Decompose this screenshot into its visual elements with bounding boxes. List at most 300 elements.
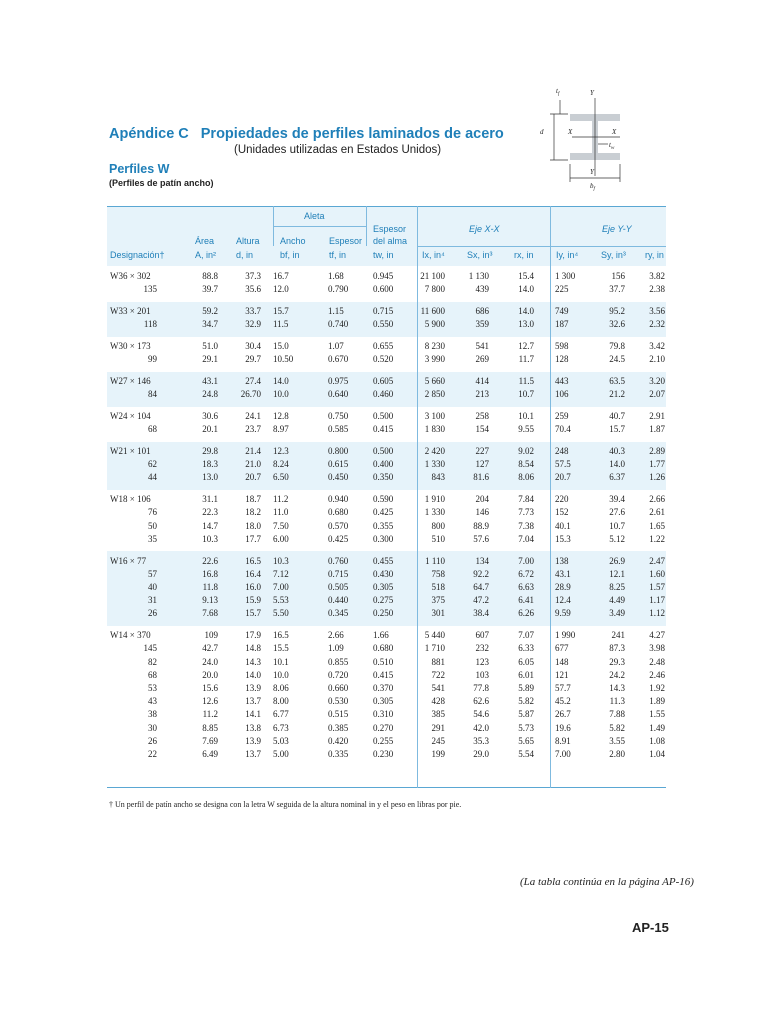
designation-cell: W18 × 106 bbox=[110, 494, 151, 505]
table-cell: 5.82 bbox=[518, 696, 534, 707]
table-cell: 3 100 bbox=[424, 411, 445, 421]
table-cell: 5.12 bbox=[609, 533, 625, 544]
table-cell: 5.82 bbox=[609, 722, 625, 733]
table-cell: 5.00 bbox=[273, 749, 289, 759]
table-cell: 6.00 bbox=[273, 533, 289, 544]
header-espesor-1: Espesor bbox=[329, 236, 363, 246]
table-cell: 12.6 bbox=[202, 696, 218, 707]
table-cell: 24.2 bbox=[609, 669, 625, 680]
w-shape-diagram bbox=[532, 84, 642, 194]
table-cell: 103 bbox=[475, 669, 489, 680]
table-cell: 8.25 bbox=[609, 582, 625, 592]
table-cell: 0.420 bbox=[328, 735, 349, 746]
table-cell: 5.65 bbox=[518, 735, 534, 746]
table-cell: 2 420 bbox=[424, 446, 445, 456]
table-cell: 758 bbox=[431, 568, 445, 579]
table-cell: 42.7 bbox=[202, 643, 218, 654]
table-cell: 12.1 bbox=[609, 568, 625, 579]
table-cell: 11.3 bbox=[609, 696, 625, 707]
table-cell: 15.4 bbox=[518, 271, 534, 281]
table-cell: 722 bbox=[431, 669, 445, 680]
table-cell: 134 bbox=[475, 555, 489, 566]
table-cell: 0.855 bbox=[328, 656, 349, 667]
table-cell: 13.7 bbox=[245, 749, 261, 759]
table-cell: 16.8 bbox=[202, 568, 218, 579]
table-cell: 0.415 bbox=[373, 424, 394, 435]
table-cell: 121 bbox=[555, 669, 569, 680]
table-cell: 227 bbox=[475, 446, 489, 456]
table-cell: 15.7 bbox=[245, 608, 261, 619]
table-cell: 2.46 bbox=[649, 669, 665, 680]
table-cell: 3.82 bbox=[649, 271, 665, 281]
designation-cell: W36 × 302 bbox=[110, 271, 151, 281]
table-cell: 677 bbox=[555, 643, 569, 654]
table-cell: 11.5 bbox=[273, 319, 289, 330]
table-cell: 7.04 bbox=[518, 533, 534, 544]
table-cell: 2.89 bbox=[649, 446, 665, 456]
table-cell: 1.57 bbox=[649, 582, 665, 592]
table-cell: 686 bbox=[475, 306, 489, 316]
table-cell: 20.7 bbox=[245, 472, 261, 483]
table-cell: 11 600 bbox=[420, 306, 445, 316]
table-cell: 0.615 bbox=[328, 459, 349, 470]
table-cell: 127 bbox=[475, 459, 489, 470]
table-cell: 258 bbox=[475, 411, 489, 421]
designation-cell: 118 bbox=[143, 319, 157, 330]
designation-cell: 22 bbox=[148, 749, 157, 759]
table-cell: 38.4 bbox=[473, 608, 489, 619]
table-cell: 1.68 bbox=[328, 271, 344, 281]
table-cell: 1.66 bbox=[373, 630, 389, 641]
table-cell: 4.49 bbox=[609, 595, 625, 606]
header-iy: Iy, in⁴ bbox=[556, 250, 579, 260]
table-cell: 414 bbox=[475, 376, 489, 386]
table-cell: 24.8 bbox=[202, 389, 218, 400]
table-cell: 0.305 bbox=[373, 582, 394, 592]
table-cell: 7.68 bbox=[202, 608, 218, 619]
table-cell: 21.4 bbox=[245, 446, 261, 456]
table-cell: 0.945 bbox=[373, 271, 394, 281]
table-cell: 27.6 bbox=[609, 507, 625, 518]
table-cell: 0.385 bbox=[328, 722, 349, 733]
table-cell: 0.350 bbox=[373, 472, 394, 483]
table-cell: 0.975 bbox=[328, 376, 349, 386]
table-cell: 14.8 bbox=[245, 643, 261, 654]
table-cell: 0.460 bbox=[373, 389, 394, 400]
table-cell: 43.1 bbox=[202, 376, 218, 386]
table-cell: 20.7 bbox=[555, 472, 571, 483]
table-cell: 199 bbox=[431, 749, 445, 759]
table-cell: 6.49 bbox=[202, 749, 218, 759]
table-cell: 26.9 bbox=[609, 555, 625, 566]
table-cell: 6.33 bbox=[518, 643, 534, 654]
table-cell: 0.715 bbox=[328, 568, 349, 579]
table-cell: 10.50 bbox=[273, 354, 294, 365]
designation-cell: 68 bbox=[148, 669, 157, 680]
table-cell: 0.605 bbox=[373, 376, 394, 386]
designation-cell: 44 bbox=[148, 472, 157, 483]
table-cell: 301 bbox=[431, 608, 445, 619]
table-cell: 1 130 bbox=[468, 271, 489, 281]
table-cell: 0.300 bbox=[373, 533, 394, 544]
table-cell: 1.49 bbox=[649, 722, 665, 733]
designation-cell: 26 bbox=[148, 735, 157, 746]
table-cell: 81.6 bbox=[473, 472, 489, 483]
table-cell: 95.2 bbox=[609, 306, 625, 316]
designation-cell: 145 bbox=[143, 643, 157, 654]
designation-cell: W16 × 77 bbox=[110, 555, 147, 566]
table-cell: 1.92 bbox=[649, 683, 665, 693]
appendix-label: Apéndice C bbox=[109, 126, 189, 142]
table-cell: 607 bbox=[475, 630, 489, 641]
diagram-y-top: Y bbox=[590, 89, 594, 97]
table-cell: 63.5 bbox=[609, 376, 625, 386]
table-cell: 24.1 bbox=[245, 411, 261, 421]
table-cell: 39.7 bbox=[202, 284, 218, 295]
table-cell: 29.0 bbox=[473, 749, 489, 759]
header-tw: tw, in bbox=[373, 250, 394, 260]
table-cell: 0.455 bbox=[373, 555, 394, 566]
table-cell: 213 bbox=[475, 389, 489, 400]
table-cell: 0.505 bbox=[328, 582, 349, 592]
table-cell: 57.7 bbox=[555, 683, 571, 693]
table-cell: 439 bbox=[475, 284, 489, 295]
table-cell: 13.8 bbox=[245, 722, 261, 733]
diagram-x-right: X bbox=[612, 128, 617, 136]
table-cell: 0.450 bbox=[328, 472, 349, 483]
designation-cell: 57 bbox=[148, 568, 157, 579]
table-cell: 1.22 bbox=[649, 533, 665, 544]
table-cell: 0.940 bbox=[328, 494, 349, 505]
designation-cell: 84 bbox=[148, 389, 157, 400]
table-cell: 6.37 bbox=[609, 472, 625, 483]
table-cell: 0.430 bbox=[373, 568, 394, 579]
table-cell: 64.7 bbox=[473, 582, 489, 592]
table-cell: 0.515 bbox=[328, 709, 349, 720]
header-aleta: Aleta bbox=[304, 211, 325, 221]
table-cell: 8 230 bbox=[424, 341, 445, 351]
table-cell: 1.07 bbox=[328, 341, 344, 351]
table-cell: 37.3 bbox=[245, 271, 261, 281]
table-cell: 0.750 bbox=[328, 411, 349, 421]
table-cell: 13.9 bbox=[245, 735, 261, 746]
table-cell: 1.15 bbox=[328, 306, 344, 316]
table-cell: 0.255 bbox=[373, 735, 394, 746]
table-cell: 0.335 bbox=[328, 749, 349, 759]
table-cell: 10.1 bbox=[273, 656, 289, 667]
table-cell: 0.715 bbox=[373, 306, 394, 316]
table-cell: 1.77 bbox=[649, 459, 665, 470]
designation-cell: 35 bbox=[148, 533, 157, 544]
designation-cell: W27 × 146 bbox=[110, 376, 151, 386]
table-cell: 7.38 bbox=[518, 520, 534, 531]
table-cell: 5.03 bbox=[273, 735, 289, 746]
designation-cell: 31 bbox=[148, 595, 157, 606]
table-cell: 5 900 bbox=[424, 319, 445, 330]
footnote: † Un perfil de patín ancho se designa con la letra W seguida de la altura nominal in y el peso en libras por pie. bbox=[109, 800, 462, 809]
table-cell: 7.50 bbox=[273, 520, 289, 531]
table-cell: 7.73 bbox=[518, 507, 534, 518]
table-cell: 29.1 bbox=[202, 354, 218, 365]
table-cell: 15.6 bbox=[202, 683, 218, 693]
table-cell: 28.9 bbox=[555, 582, 571, 592]
table-cell: 0.440 bbox=[328, 595, 349, 606]
table-cell: 87.3 bbox=[609, 643, 625, 654]
header-designacion: Designación† bbox=[110, 250, 165, 260]
table-cell: 3.49 bbox=[609, 608, 625, 619]
table-cell: 16.0 bbox=[245, 582, 261, 592]
table-cell: 3.56 bbox=[649, 306, 665, 316]
table-cell: 7 800 bbox=[424, 284, 445, 295]
header-ancho-1: Ancho bbox=[280, 236, 306, 246]
units-subtitle: (Unidades utilizadas en Estados Unidos) bbox=[234, 144, 442, 156]
designation-cell: W33 × 201 bbox=[110, 306, 151, 316]
table-cell: 7.12 bbox=[273, 568, 289, 579]
page-number: AP-15 bbox=[632, 920, 669, 935]
table-cell: 0.680 bbox=[373, 643, 394, 654]
table-cell: 0.510 bbox=[373, 656, 394, 667]
table-cell: 5.50 bbox=[273, 608, 289, 619]
continuation-note: (La tabla continúa en la página AP-16) bbox=[520, 876, 694, 888]
table-cell: 14.0 bbox=[518, 284, 534, 295]
table-cell: 6.77 bbox=[273, 709, 289, 720]
table-cell: 1 300 bbox=[555, 271, 576, 281]
table-cell: 5.53 bbox=[273, 595, 289, 606]
designation-cell: W30 × 173 bbox=[110, 341, 151, 351]
table-cell: 428 bbox=[431, 696, 445, 707]
table-cell: 0.655 bbox=[373, 341, 394, 351]
table-cell: 33.7 bbox=[245, 306, 261, 316]
table-cell: 8.06 bbox=[518, 472, 534, 483]
table-cell: 26.70 bbox=[240, 389, 261, 400]
table-cell: 79.8 bbox=[609, 341, 625, 351]
table-cell: 57.6 bbox=[473, 533, 489, 544]
header-espesor-alma-1: Espesor bbox=[373, 224, 407, 234]
table-cell: 7.00 bbox=[273, 582, 289, 592]
table-cell: 3.20 bbox=[649, 376, 665, 386]
table-cell: 8.54 bbox=[518, 459, 534, 470]
table-cell: 10.0 bbox=[273, 669, 289, 680]
table-cell: 10.7 bbox=[518, 389, 534, 400]
designation-cell: 68 bbox=[148, 424, 157, 435]
table-cell: 0.425 bbox=[328, 533, 349, 544]
table-cell: 2.61 bbox=[649, 507, 665, 518]
table-cell: 31.1 bbox=[202, 494, 218, 505]
properties-table bbox=[107, 206, 666, 788]
table-cell: 40.1 bbox=[555, 520, 571, 531]
table-cell: 14.1 bbox=[245, 709, 261, 720]
table-cell: 9.13 bbox=[202, 595, 218, 606]
table-cell: 10.7 bbox=[609, 520, 625, 531]
table-cell: 16.4 bbox=[245, 568, 261, 579]
table-cell: 6.63 bbox=[518, 582, 534, 592]
table-cell: 6.26 bbox=[518, 608, 534, 619]
designation-cell: W24 × 104 bbox=[110, 411, 151, 421]
section-subtitle: (Perfiles de patín ancho) bbox=[109, 178, 214, 188]
table-cell: 13.7 bbox=[245, 696, 261, 707]
table-cell: 0.550 bbox=[373, 319, 394, 330]
table-cell: 88.8 bbox=[202, 271, 218, 281]
table-cell: 2.48 bbox=[649, 656, 665, 667]
table-cell: 2.10 bbox=[649, 354, 665, 365]
table-cell: 26.7 bbox=[555, 709, 571, 720]
table-cell: 88.9 bbox=[473, 520, 489, 531]
table-cell: 0.500 bbox=[373, 411, 394, 421]
table-cell: 17.9 bbox=[245, 630, 261, 641]
header-eje-xx: Eje X-X bbox=[469, 224, 500, 234]
table-cell: 3 990 bbox=[424, 354, 445, 365]
table-cell: 15.5 bbox=[273, 643, 289, 654]
table-cell: 18.2 bbox=[245, 507, 261, 518]
table-cell: 14.0 bbox=[518, 306, 534, 316]
designation-cell: 30 bbox=[148, 722, 157, 733]
table-cell: 30.6 bbox=[202, 411, 218, 421]
diagram-tf-label: $t_f$ bbox=[556, 87, 560, 97]
table-cell: 2.91 bbox=[649, 411, 665, 421]
table-cell: 30.4 bbox=[245, 341, 261, 351]
table-cell: 843 bbox=[431, 472, 445, 483]
table-cell: 23.7 bbox=[245, 424, 261, 435]
table-cell: 0.570 bbox=[328, 520, 349, 531]
table-cell: 7.88 bbox=[609, 709, 625, 720]
table-cell: 15.7 bbox=[609, 424, 625, 435]
table-cell: 0.660 bbox=[328, 683, 349, 693]
table-cell: 40.3 bbox=[609, 446, 625, 456]
table-cell: 11.5 bbox=[518, 376, 534, 386]
table-cell: 0.345 bbox=[328, 608, 349, 619]
table-cell: 375 bbox=[431, 595, 445, 606]
table-cell: 10.3 bbox=[273, 555, 289, 566]
table-cell: 57.5 bbox=[555, 459, 571, 470]
table-cell: 541 bbox=[431, 683, 445, 693]
header-area-2: A, in² bbox=[195, 250, 217, 260]
table-cell: 0.270 bbox=[373, 722, 394, 733]
table-cell: 1 990 bbox=[555, 630, 576, 641]
table-cell: 39.4 bbox=[609, 494, 625, 505]
table-cell: 1.55 bbox=[649, 709, 665, 720]
table-cell: 0.530 bbox=[328, 696, 349, 707]
table-cell: 1 330 bbox=[424, 459, 445, 470]
table-cell: 1 330 bbox=[424, 507, 445, 518]
table-cell: 13.9 bbox=[245, 683, 261, 693]
table-cell: 156 bbox=[611, 271, 625, 281]
table-cell: 15.3 bbox=[555, 533, 571, 544]
table-cell: 291 bbox=[431, 722, 445, 733]
diagram-d-label: d bbox=[540, 128, 544, 136]
table-cell: 0.425 bbox=[373, 507, 394, 518]
table-cell: 881 bbox=[431, 656, 445, 667]
table-cell: 14.0 bbox=[273, 376, 289, 386]
table-cell: 5 660 bbox=[424, 376, 445, 386]
table-cell: 70.4 bbox=[555, 424, 571, 435]
table-cell: 35.3 bbox=[473, 735, 489, 746]
table-cell: 18.7 bbox=[245, 494, 261, 505]
table-cell: 146 bbox=[475, 507, 489, 518]
table-cell: 16.5 bbox=[245, 555, 261, 566]
table-cell: 1.60 bbox=[649, 568, 665, 579]
header-ancho-2: bf, in bbox=[280, 250, 300, 260]
table-cell: 14.0 bbox=[609, 459, 625, 470]
header-ix: Ix, in⁴ bbox=[422, 250, 445, 260]
table-cell: 5.87 bbox=[518, 709, 534, 720]
table-cell: 6.01 bbox=[518, 669, 534, 680]
table-cell: 0.520 bbox=[373, 354, 394, 365]
table-cell: 359 bbox=[475, 319, 489, 330]
table-cell: 800 bbox=[431, 520, 445, 531]
table-cell: 12.7 bbox=[518, 341, 534, 351]
header-altura-2: d, in bbox=[236, 250, 254, 260]
header-espesor-alma-2: del alma bbox=[373, 236, 408, 246]
table-cell: 37.7 bbox=[609, 284, 625, 295]
table-cell: 0.415 bbox=[373, 669, 394, 680]
table-cell: 232 bbox=[475, 643, 489, 654]
table-cell: 2.66 bbox=[328, 630, 344, 641]
table-cell: 0.590 bbox=[373, 494, 394, 505]
table-cell: 92.2 bbox=[473, 568, 489, 579]
table-cell: 62.6 bbox=[473, 696, 489, 707]
table-cell: 1.08 bbox=[649, 735, 665, 746]
table-cell: 8.97 bbox=[273, 424, 289, 435]
table-cell: 9.59 bbox=[555, 608, 571, 619]
table-cell: 0.720 bbox=[328, 669, 349, 680]
table-cell: 2.32 bbox=[649, 319, 665, 330]
table-cell: 1 830 bbox=[424, 424, 445, 435]
table-cell: 0.585 bbox=[328, 424, 349, 435]
table-cell: 43.1 bbox=[555, 568, 571, 579]
designation-cell: 76 bbox=[148, 507, 157, 518]
table-cell: 24.5 bbox=[609, 354, 625, 365]
table-cell: 1.04 bbox=[649, 749, 665, 759]
table-cell: 21.2 bbox=[609, 389, 625, 400]
table-cell: 2.80 bbox=[609, 749, 625, 759]
table-cell: 27.4 bbox=[245, 376, 261, 386]
table-cell: 2.38 bbox=[649, 284, 665, 295]
designation-cell: W21 × 101 bbox=[110, 446, 151, 456]
header-ry: ry, in bbox=[645, 250, 664, 260]
table-cell: 6.50 bbox=[273, 472, 289, 483]
table-cell: 21 100 bbox=[420, 271, 445, 281]
table-cell: 269 bbox=[475, 354, 489, 365]
table-cell: 13.0 bbox=[202, 472, 218, 483]
table-cell: 14.3 bbox=[609, 683, 625, 693]
table-cell: 6.73 bbox=[273, 722, 289, 733]
table-cell: 0.500 bbox=[373, 446, 394, 456]
header-sx: Sx, in³ bbox=[467, 250, 493, 260]
table-cell: 5.54 bbox=[518, 749, 534, 759]
table-cell: 17.7 bbox=[245, 533, 261, 544]
section-title: Perfiles W bbox=[109, 162, 170, 176]
table-cell: 0.400 bbox=[373, 459, 394, 470]
designation-cell: 62 bbox=[148, 459, 157, 470]
table-cell: 6.05 bbox=[518, 656, 534, 667]
table-cell: 1.12 bbox=[649, 608, 665, 619]
table-cell: 225 bbox=[555, 284, 569, 295]
table-cell: 0.800 bbox=[328, 446, 349, 456]
table-cell: 18.3 bbox=[202, 459, 218, 470]
table-cell: 10.1 bbox=[518, 411, 534, 421]
diagram-y-bottom: Y bbox=[590, 168, 594, 176]
table-cell: 109 bbox=[204, 630, 218, 641]
table-cell: 2.07 bbox=[649, 389, 665, 400]
table-cell: 8.24 bbox=[273, 459, 289, 470]
designation-cell: 26 bbox=[148, 608, 157, 619]
table-cell: 106 bbox=[555, 389, 569, 400]
table-cell: 34.7 bbox=[202, 319, 218, 330]
table-cell: 22.3 bbox=[202, 507, 218, 518]
table-cell: 385 bbox=[431, 709, 445, 720]
table-cell: 16.7 bbox=[273, 271, 289, 281]
table-cell: 598 bbox=[555, 341, 569, 351]
